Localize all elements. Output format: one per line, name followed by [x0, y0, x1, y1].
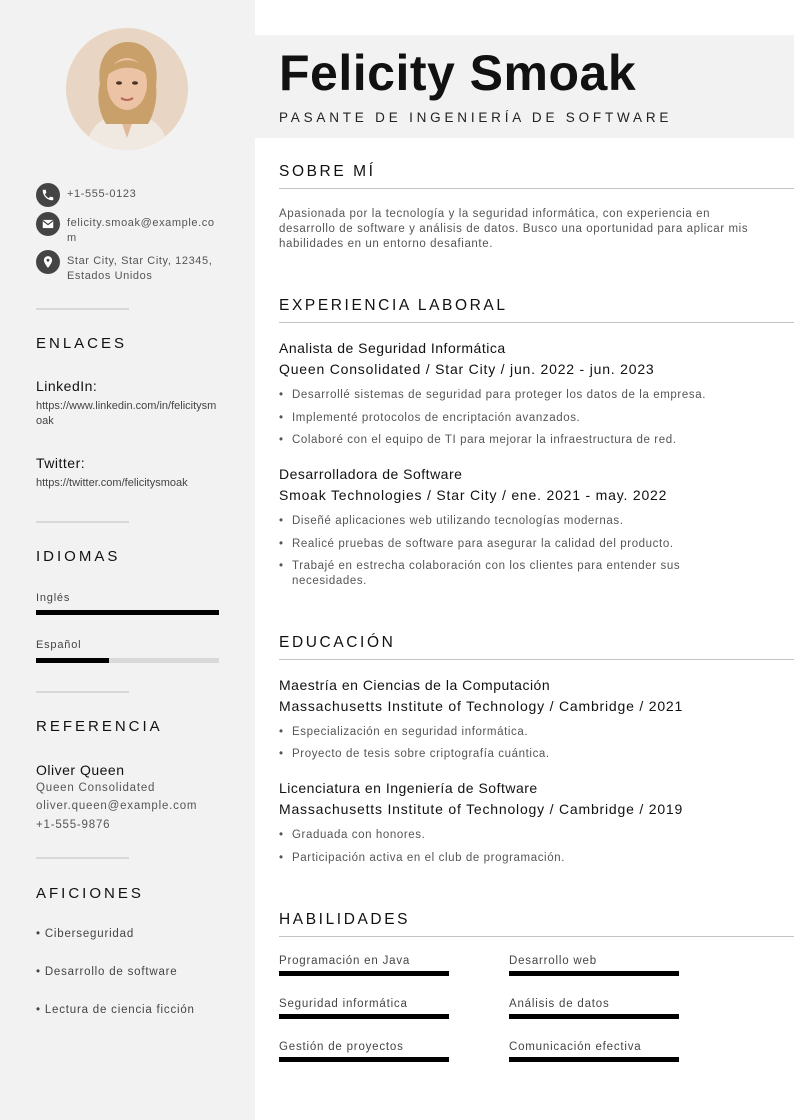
phone-text: +1-555-0123 [67, 188, 137, 200]
hobby-item: • Lectura de ciencia ficción [36, 1004, 195, 1016]
job-bullet: • Colaboré con el equipo de TI para mejorar la infraestructura de red. [279, 433, 749, 448]
skill-item [509, 955, 679, 976]
sidebar-divider [36, 857, 129, 859]
sidebar-divider [36, 308, 129, 310]
section-rule [279, 936, 794, 937]
language-level-fill [36, 658, 109, 663]
skill-level-bar [509, 971, 679, 976]
job-bullet: • Trabajé en estrecha colaboración con los clientes para entender sus necesidades. [279, 559, 749, 589]
job-bullet: • Realicé pruebas de software para asegurar la calidad del producto. [279, 537, 749, 552]
skill-level-bar [279, 971, 449, 976]
email-icon [36, 212, 60, 236]
reference-company: Queen Consolidated [36, 782, 156, 794]
twitter-link[interactable]: https://twitter.com/felicitysmoak [36, 477, 188, 489]
skill-level-bar [279, 1057, 449, 1062]
experience-heading: EXPERIENCIA LABORAL [279, 297, 508, 314]
skill-name: Comunicación efectiva [509, 1041, 642, 1053]
job-bullet: • Diseñé aplicaciones web utilizando tecnologías modernas. [279, 514, 749, 529]
skill-level-fill [509, 971, 679, 976]
section-rule [279, 659, 794, 660]
job-title: Analista de Seguridad Informática [279, 340, 506, 356]
language-level-bar [36, 610, 219, 615]
skill-name: Seguridad informática [279, 998, 408, 1010]
hobby-item: • Desarrollo de software [36, 966, 178, 978]
reference-email[interactable]: oliver.queen@example.com [36, 800, 198, 812]
skill-level-fill [509, 1014, 679, 1019]
skill-level-bar [509, 1014, 679, 1019]
links-heading: ENLACES [36, 335, 128, 352]
hobby-item: • Ciberseguridad [36, 928, 135, 940]
job-details: Smoak Technologies / Star City / ene. 2021 - may. 2022 [279, 487, 668, 503]
skill-name: Gestión de proyectos [279, 1041, 404, 1053]
linkedin-label: LinkedIn: [36, 378, 98, 394]
reference-heading: REFERENCIA [36, 718, 163, 735]
degree-bullet: • Graduada con honores. [279, 828, 749, 843]
hobbies-heading: AFICIONES [36, 885, 144, 902]
skill-item [279, 998, 449, 1019]
about-text: Apasionada por la tecnología y la seguridad informática, con experiencia en desarrollo de software y análisis de datos. Busco una oportunidad para aplicar mis habilidades en un entorno desafiante. [279, 208, 749, 250]
section-rule [279, 322, 794, 323]
contact-phone [36, 183, 219, 207]
skill-level-fill [509, 1057, 679, 1062]
candidate-name: Felicity Smoak [279, 45, 637, 101]
skill-item [279, 955, 449, 976]
degree-details: Massachusetts Institute of Technology / Cambridge / 2021 [279, 698, 684, 714]
twitter-label: Twitter: [36, 455, 86, 471]
language-level-bar [36, 658, 219, 663]
candidate-role: PASANTE DE INGENIERÍA DE SOFTWARE [279, 110, 673, 125]
education-heading: EDUCACIÓN [279, 634, 396, 651]
job-bullet: • Desarrollé sistemas de seguridad para proteger los datos de la empresa. [279, 388, 749, 403]
skill-name: Programación en Java [279, 955, 411, 967]
degree-bullet: • Proyecto de tesis sobre criptografía cuántica. [279, 747, 749, 762]
reference-name: Oliver Queen [36, 762, 125, 778]
sidebar-divider [36, 691, 129, 693]
language-name: Español [36, 639, 82, 651]
language-level-fill [36, 610, 219, 615]
location-pin-icon [36, 250, 60, 274]
section-rule [279, 188, 794, 189]
degree-bullet: • Especialización en seguridad informática. [279, 725, 749, 740]
about-heading: SOBRE MÍ [279, 163, 376, 180]
skill-item [279, 1041, 449, 1062]
skill-name: Desarrollo web [509, 955, 597, 967]
degree-title: Licenciatura en Ingeniería de Software [279, 780, 538, 796]
skills-heading: HABILIDADES [279, 911, 411, 928]
address-text: Star City, Star City, 12345, Estados Unidos [67, 255, 213, 282]
languages-heading: IDIOMAS [36, 548, 121, 565]
email-text: felicity.smoak@example.com [67, 217, 215, 244]
contact-address [36, 250, 219, 284]
linkedin-link[interactable]: https://www.linkedin.com/in/felicitysmoak [36, 400, 217, 427]
degree-title: Maestría en Ciencias de la Computación [279, 677, 551, 693]
phone-icon [36, 183, 60, 207]
job-bullet: • Implementé protocolos de encriptación avanzados. [279, 411, 749, 426]
job-title: Desarrolladora de Software [279, 466, 463, 482]
language-name: Inglés [36, 592, 71, 604]
degree-details: Massachusetts Institute of Technology / Cambridge / 2019 [279, 801, 684, 817]
job-details: Queen Consolidated / Star City / jun. 2022 - jun. 2023 [279, 361, 655, 377]
skill-level-fill [279, 1057, 449, 1062]
degree-bullet: • Participación activa en el club de programación. [279, 851, 749, 866]
sidebar-divider [36, 521, 129, 523]
profile-photo [66, 28, 188, 150]
skill-level-bar [509, 1057, 679, 1062]
skill-item [509, 998, 679, 1019]
skill-name: Análisis de datos [509, 998, 610, 1010]
skill-item [509, 1041, 679, 1062]
reference-phone: +1-555-9876 [36, 819, 111, 831]
skill-level-fill [279, 1014, 449, 1019]
contact-email [36, 212, 219, 246]
skill-level-bar [279, 1014, 449, 1019]
skill-level-fill [279, 971, 449, 976]
